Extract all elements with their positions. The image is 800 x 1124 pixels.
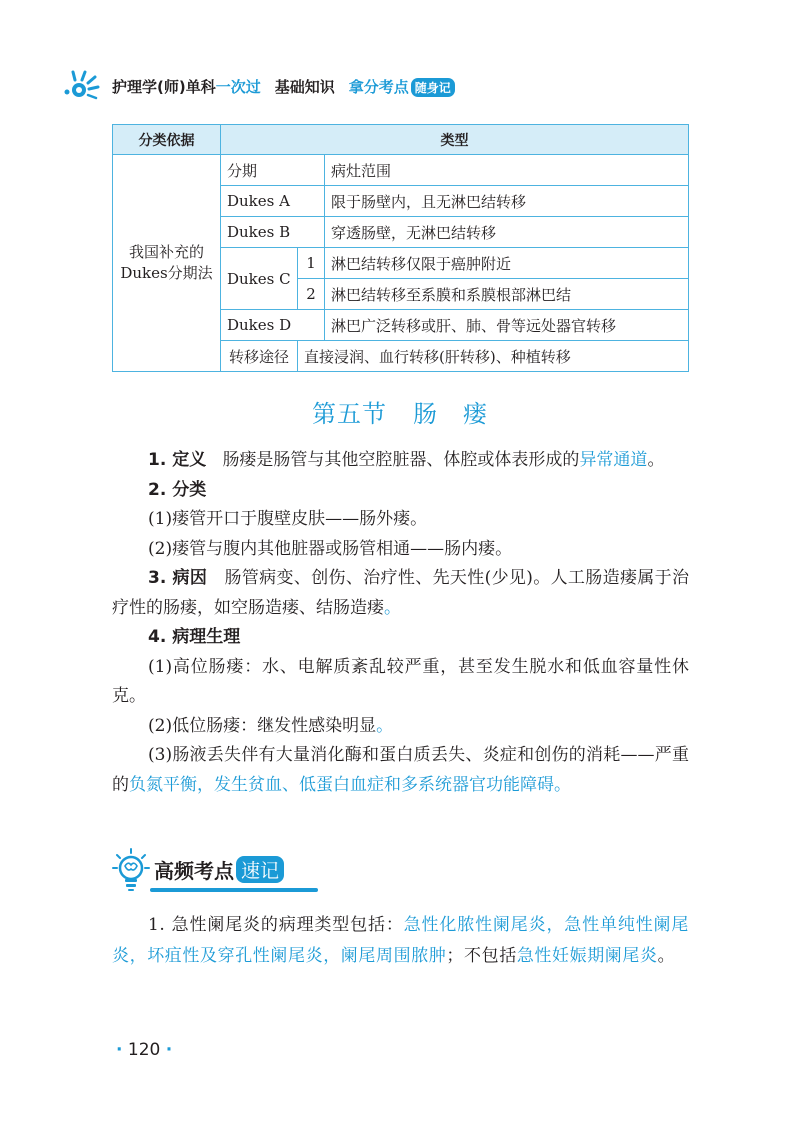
memo-underline [150, 888, 318, 892]
pathophysiology-item: (1)高位肠瘘：水、电解质紊乱较严重，甚至发生脱水和低血容量性休克。 [112, 656, 689, 706]
definition-paragraph: 1. 定义 肠瘘是肠管与其他空腔脏器、体腔或体表形成的异常通道。 [148, 450, 665, 470]
sun-logo-icon [60, 68, 104, 104]
pathophysiology-item: (2)低位肠瘘：继发性感染明显。 [148, 715, 394, 736]
table-header-row [113, 125, 689, 155]
classification-item: (2)瘘管与腹内其他脏器或肠管相通——肠内瘘。 [148, 538, 513, 559]
memo-title: 高频考点 [154, 858, 234, 883]
table-stage-cell: Dukes A [221, 186, 325, 217]
memo-badge: 速记 [236, 856, 284, 883]
table-substage-number: 1 [298, 248, 325, 279]
table-desc-cell: 淋巴结转移至系膜和系膜根部淋巴结 [325, 279, 689, 310]
table-stage-cell: Dukes D [221, 310, 325, 341]
table-route-value: 直接浸润、血行转移(肝转移)、种植转移 [298, 341, 689, 372]
memo-body [112, 910, 689, 972]
pathophysiology-item: (3)肠液丢失伴有大量消化酶和蛋白质丢失、炎症和创伤的消耗——严重的负氮平衡，发生贫血、低蛋白血症和多系统器官功能障碍。 [112, 745, 689, 795]
table-header-basis: 分类依据 [113, 125, 221, 155]
header-badge: 随身记 [411, 78, 455, 97]
dukes-staging-table [112, 124, 689, 372]
header-title: 护理学(师)单科一次过 基础知识 拿分考点 随身记 [112, 76, 455, 97]
table-route-label: 转移途径 [221, 341, 298, 372]
pathophysiology-heading: 4. 病理生理 [148, 627, 241, 647]
table-desc-cell: 穿透肠壁，无淋巴结转移 [325, 217, 689, 248]
section-body [112, 446, 689, 800]
running-header [60, 68, 455, 104]
cause-paragraph: 3. 病因 肠管病变、创伤、治疗性、先天性(少见)。人工肠造瘘属于治疗性的肠瘘，如空肠造瘘、结肠造瘘。 [112, 568, 689, 618]
table-desc-cell: 淋巴结转移仅限于癌肿附近 [325, 248, 689, 279]
table-subheader-stage: 分期 [221, 155, 325, 186]
section-title: 第五节 肠 瘘 [312, 400, 488, 428]
page-number: · 120 · [116, 1040, 173, 1060]
classification-heading: 2. 分类 [148, 479, 207, 500]
memo-banner [112, 846, 284, 892]
table-desc-cell: 淋巴广泛转移或肝、肺、骨等远处器官转移 [325, 310, 689, 341]
table-stage-cell: Dukes B [221, 217, 325, 248]
table-category-cell: 我国补充的Dukes分期法 [113, 155, 221, 372]
table-desc-cell: 限于肠壁内，且无淋巴结转移 [325, 186, 689, 217]
table-header-type: 类型 [221, 125, 689, 155]
classification-item: (1)瘘管开口于腹壁皮肤——肠外瘘。 [148, 509, 428, 529]
table-substage-number: 2 [298, 279, 325, 310]
table-subheader-extent: 病灶范围 [325, 155, 689, 186]
table-row [113, 155, 689, 186]
table-stage-cell: Dukes C [221, 248, 298, 310]
brain-lightbulb-icon [112, 846, 150, 892]
memo-item: 1. 急性阑尾炎的病理类型包括：急性化脓性阑尾炎，急性单纯性阑尾炎，坏疽性及穿孔性阑尾炎，阑尾周围脓肿；不包括急性妊娠期阑尾炎。 [112, 915, 689, 966]
